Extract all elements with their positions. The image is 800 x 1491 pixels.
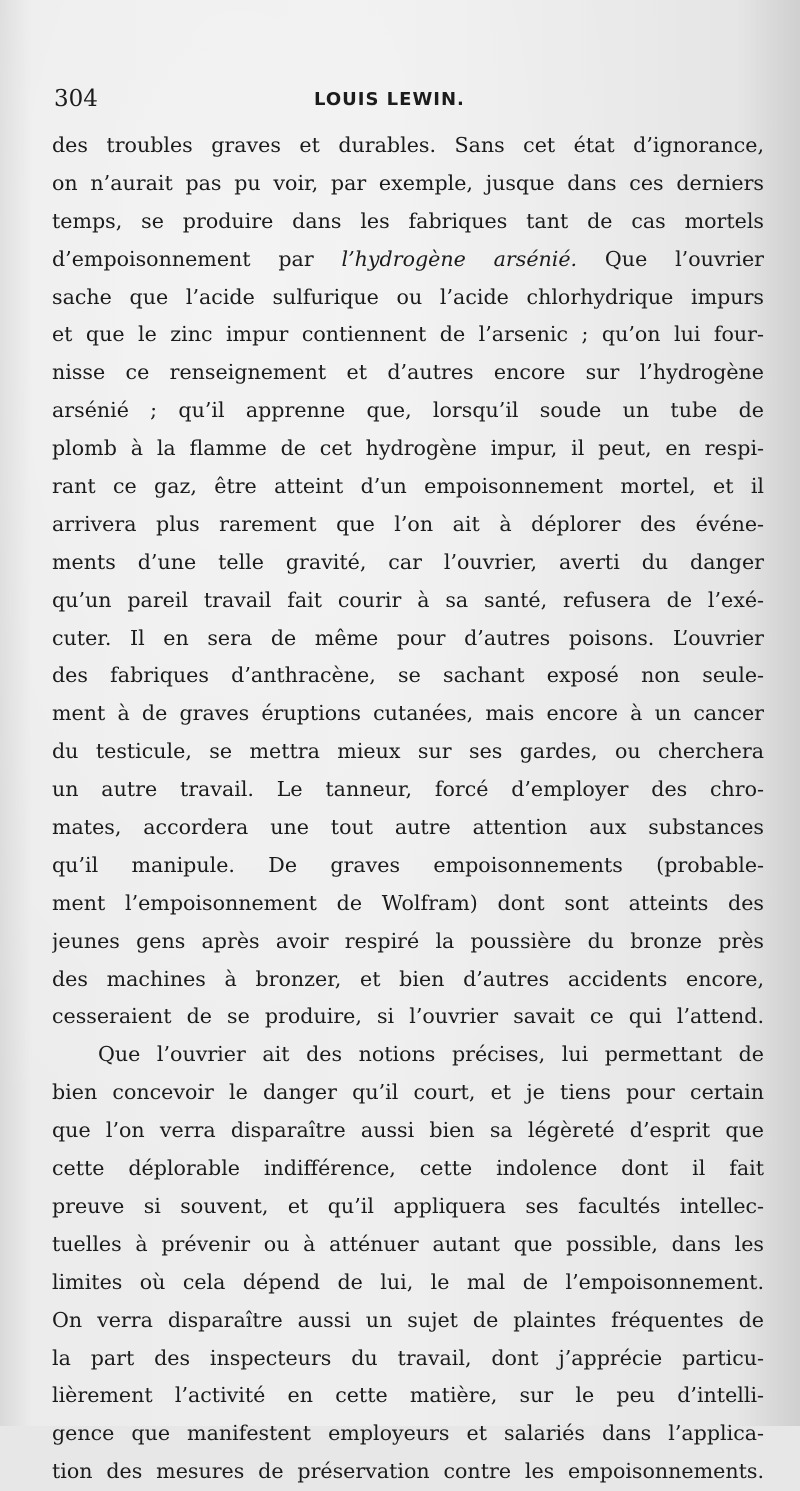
body-text xyxy=(52,127,764,1491)
text-line: qu’un pareil travail fait courir à sa santé, refusera de l’exé- xyxy=(52,587,764,612)
text-line: un autre travail. Le tanneur, forcé d’employer des chro- xyxy=(52,777,764,802)
text-segment: Que l’ouvrier xyxy=(577,246,764,271)
text-line: ment l’empoisonnement de Wolfram) dont sont atteints des xyxy=(52,890,764,915)
text-line: des machines à bronzer, et bien d’autres accidents encore, xyxy=(52,966,764,991)
text-line: jeunes gens après avoir respiré la poussière du bronze près xyxy=(52,928,764,953)
text-line: sache que l’acide sulfurique ou l’acide chlorhydrique impurs xyxy=(52,284,764,309)
text-line: tion des mesures de préservation contre les empoisonnements. xyxy=(52,1459,764,1484)
text-line: lièrement l’activité en cette matière, sur le peu d’intelli- xyxy=(52,1383,764,1408)
text-line: plomb à la flamme de cet hydrogène impur, il peut, en respi- xyxy=(52,436,764,461)
text-line: temps, se produire dans les fabriques tant de cas mortels xyxy=(52,208,764,233)
text-line: cuter. Il en sera de même pour d’autres poisons. L’ouvrier xyxy=(52,625,764,650)
text-line: preuve si souvent, et qu’il appliquera ses facultés intellec- xyxy=(52,1193,764,1218)
text-line: et que le zinc impur contiennent de l’arsenic ; qu’on lui four- xyxy=(52,322,764,347)
text-line: bien concevoir le danger qu’il court, et je tiens pour certain xyxy=(52,1080,764,1105)
text-line: des fabriques d’anthracène, se sachant exposé non seule- xyxy=(52,663,764,688)
text-line: rant ce gaz, être atteint d’un empoisonnement mortel, et il xyxy=(52,474,764,499)
running-head: LOUIS LEWIN. xyxy=(314,89,465,110)
text-segment: d’empoisonnement par xyxy=(52,246,342,271)
text-line: ment à de graves éruptions cutanées, mais encore à un cancer xyxy=(52,701,764,726)
paragraph-first-line: Que l’ouvrier ait des notions précises, lui permettant de xyxy=(98,1042,764,1067)
text-line: tuelles à prévenir ou à atténuer autant que possible, dans les xyxy=(52,1231,764,1256)
page-number: 304 xyxy=(54,86,98,112)
text-line: limites où cela dépend de lui, le mal de l’empoisonnement. xyxy=(52,1269,764,1294)
text-line: arrivera plus rarement que l’on ait à déplorer des événe- xyxy=(52,511,764,536)
text-line: gence que manifestent employeurs et salariés dans l’applica- xyxy=(52,1421,764,1446)
text-line: nisse ce renseignement et d’autres encore sur l’hydrogène xyxy=(52,360,764,385)
italic-term: l’hydrogène arsénié. xyxy=(341,246,578,271)
text-line: mates, accordera une tout autre attention aux substances xyxy=(52,815,764,840)
text-line: des troubles graves et durables. Sans cet état d’ignorance, xyxy=(52,133,764,157)
text-line: On verra disparaître aussi un sujet de plaintes fréquentes de xyxy=(52,1307,764,1332)
text-line: que l’on verra disparaître aussi bien sa légèreté d’esprit que xyxy=(52,1118,764,1143)
text-line: cette déplorable indifférence, cette indolence dont il fait xyxy=(52,1156,764,1181)
text-line: arsénié ; qu’il apprenne que, lorsqu’il soude un tube de xyxy=(52,398,764,423)
page-header xyxy=(54,86,744,122)
text-line: on n’aurait pas pu voir, par exemple, jusque dans ces derniers xyxy=(52,170,764,195)
text-line xyxy=(52,241,764,279)
text-line: cesseraient de se produire, si l’ouvrier savait ce qui l’attend. xyxy=(52,1004,764,1029)
text-line: du testicule, se mettra mieux sur ses gardes, ou cherchera xyxy=(52,739,764,764)
text-line: qu’il manipule. De graves empoisonnements (probable- xyxy=(52,852,764,877)
text-line: ments d’une telle gravité, car l’ouvrier, averti du danger xyxy=(52,549,764,574)
text-line: la part des inspecteurs du travail, dont j’apprécie particu- xyxy=(52,1345,764,1370)
